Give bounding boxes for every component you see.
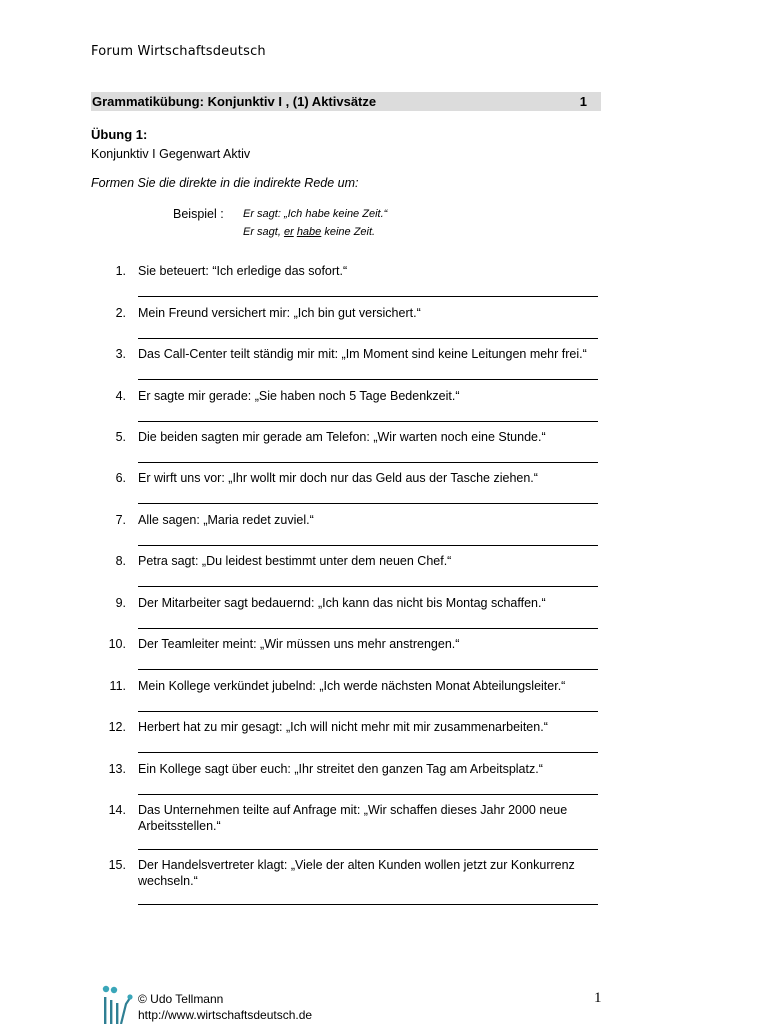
item-sentence: Er sagte mir gerade: „Sie haben noch 5 Tage Bedenkzeit.“ bbox=[138, 389, 460, 403]
answer-line[interactable] bbox=[138, 462, 598, 463]
answer-line[interactable] bbox=[138, 669, 598, 670]
item-number: 2. bbox=[115, 306, 126, 320]
item-sentence: Er wirft uns vor: „Ihr wollt mir doch nur das Geld aus der Tasche ziehen.“ bbox=[138, 471, 538, 485]
footer-url-link[interactable]: http://www.wirtschaftsdeutsch.de bbox=[138, 1008, 313, 1022]
item-number: 13. bbox=[108, 762, 126, 776]
page-number: 1 bbox=[594, 990, 602, 1006]
header-site-name: Forum Wirtschaftsdeutsch bbox=[91, 44, 266, 59]
answer-line[interactable] bbox=[138, 379, 598, 380]
answer-line[interactable] bbox=[138, 296, 598, 297]
worksheet-title: Grammatikübung: Konjunktiv I , (1) Aktivsätze bbox=[92, 94, 377, 109]
item-sentence: Der Teamleiter meint: „Wir müssen uns mehr anstrengen.“ bbox=[138, 637, 460, 651]
item-number: 1. bbox=[115, 264, 126, 278]
example-text: Er sagt, bbox=[243, 226, 284, 238]
answer-line[interactable] bbox=[138, 503, 598, 504]
title-bar bbox=[91, 92, 601, 111]
item-number: 5. bbox=[115, 430, 126, 444]
answer-line[interactable] bbox=[138, 849, 598, 850]
item-number: 15. bbox=[108, 858, 126, 872]
item-number: 12. bbox=[108, 720, 126, 734]
item-sentence: Ein Kollege sagt über euch: „Ihr streitet den ganzen Tag am Arbeitsplatz.“ bbox=[138, 762, 543, 776]
item-sentence: Der Handelsvertreter klagt: „Viele der alten Kunden wollen jetzt zur Konkurrenz wechseln.“ bbox=[138, 858, 575, 888]
example-indirect-speech bbox=[243, 226, 375, 238]
answer-line[interactable] bbox=[138, 338, 598, 339]
answer-line[interactable] bbox=[138, 904, 598, 905]
item-number: 6. bbox=[115, 471, 126, 485]
item-number: 10. bbox=[108, 637, 126, 651]
item-number: 14. bbox=[108, 803, 126, 817]
answer-line[interactable] bbox=[138, 711, 598, 712]
item-number: 7. bbox=[115, 513, 126, 527]
item-sentence: Das Unternehmen teilte auf Anfrage mit: „Wir schaffen dieses Jahr 2000 neue Arbeitsstellen.“ bbox=[138, 803, 568, 833]
item-sentence: Das Call-Center teilt ständig mir mit: „Im Moment sind keine Leitungen mehr frei.“ bbox=[138, 347, 587, 361]
item-number: 8. bbox=[115, 554, 126, 568]
answer-line[interactable] bbox=[138, 586, 598, 587]
exercise-heading: Übung 1: bbox=[91, 127, 148, 142]
answer-line[interactable] bbox=[138, 421, 598, 422]
worksheet-number: 1 bbox=[579, 94, 587, 109]
item-number: 3. bbox=[115, 347, 126, 361]
item-number: 4. bbox=[115, 389, 126, 403]
item-sentence: Der Mitarbeiter sagt bedauernd: „Ich kann das nicht bis Montag schaffen.“ bbox=[138, 596, 546, 610]
answer-line[interactable] bbox=[138, 794, 598, 795]
example-text: keine Zeit. bbox=[321, 226, 376, 238]
item-sentence: Sie beteuert: “Ich erledige das sofort.“ bbox=[138, 264, 348, 278]
item-sentence: Mein Kollege verkündet jubelnd: „Ich werde nächsten Monat Abteilungsleiter.“ bbox=[138, 679, 566, 693]
example-underlined-pronoun: er bbox=[283, 226, 294, 238]
item-sentence: Die beiden sagten mir gerade am Telefon: „Wir warten noch eine Stunde.“ bbox=[138, 430, 546, 444]
item-number: 9. bbox=[115, 596, 126, 610]
item-sentence: Mein Freund versichert mir: „Ich bin gut versichert.“ bbox=[138, 306, 421, 320]
wirtschaftsdeutsch-logo-icon bbox=[101, 984, 135, 1024]
example-direct-speech: Er sagt: „Ich habe keine Zeit.“ bbox=[243, 208, 388, 220]
answer-line[interactable] bbox=[138, 628, 598, 629]
item-sentence: Herbert hat zu mir gesagt: „Ich will nicht mehr mit mir zusammenarbeiten.“ bbox=[138, 720, 548, 734]
item-number: 11. bbox=[109, 679, 126, 693]
footer-copyright: © Udo Tellmann bbox=[138, 992, 224, 1006]
exercise-instruction: Formen Sie die direkte in die indirekte Rede um: bbox=[91, 176, 359, 190]
example-label: Beispiel : bbox=[173, 207, 224, 221]
answer-line[interactable] bbox=[138, 752, 598, 753]
item-sentence: Alle sagen: „Maria redet zuviel.“ bbox=[138, 513, 314, 527]
answer-line[interactable] bbox=[138, 545, 598, 546]
exercise-subtitle: Konjunktiv I Gegenwart Aktiv bbox=[91, 147, 251, 161]
item-sentence: Petra sagt: „Du leidest bestimmt unter dem neuen Chef.“ bbox=[138, 554, 452, 568]
example-underlined-verb: habe bbox=[296, 226, 322, 238]
